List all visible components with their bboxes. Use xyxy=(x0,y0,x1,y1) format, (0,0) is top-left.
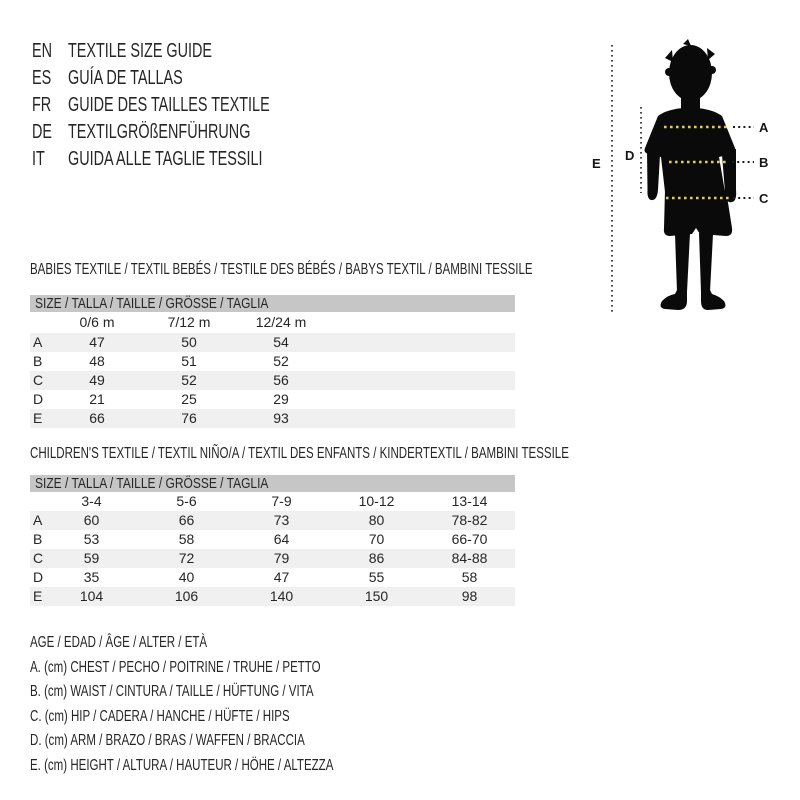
row-label-cell: A xyxy=(30,333,51,352)
table-column-header-row xyxy=(30,312,515,333)
table-cell: 59 xyxy=(44,549,139,568)
table-cell: 55 xyxy=(368,569,385,585)
legend-line-hip: C. (cm) HIP / CADERA / HANCHE / HÜFTE / HIPS xyxy=(30,707,290,725)
legend-line-waist: B. (cm) WAIST / CINTURA / TAILLE / HÜFTUNG / VITA xyxy=(30,683,314,700)
legend-line-chest: A. (cm) CHEST / PECHO / POITRINE / TRUHE / PETTO xyxy=(30,658,321,676)
table-cell xyxy=(327,371,515,390)
legend-line-height: E. (cm) HEIGHT / ALTURA / HAUTEUR / HÖHE / ALTEZZA xyxy=(30,756,334,774)
babies-size-header-bar: SIZE / TALLA / TAILLE / GRÖSSE / TAGLIA xyxy=(30,295,515,312)
language-row-de xyxy=(32,119,348,146)
measure-label-c: C xyxy=(759,191,769,206)
language-code: DE xyxy=(32,121,53,143)
table-cell xyxy=(327,333,515,352)
table-cell: 106 xyxy=(139,587,234,606)
row-label-cell: E xyxy=(30,587,44,606)
table-cell: 72 xyxy=(139,549,234,568)
table-row xyxy=(30,352,515,371)
language-list xyxy=(32,38,348,173)
language-code: IT xyxy=(32,148,45,170)
column-header-cell: 0/6 m xyxy=(79,314,115,330)
legend-line-arm: D. (cm) ARM / BRAZO / BRAS / WAFFEN / BRACCIA xyxy=(30,732,305,749)
column-header-cell: 7-9 xyxy=(271,493,292,509)
table-row xyxy=(30,333,515,352)
language-code: EN xyxy=(32,40,53,62)
measurement-legend xyxy=(30,631,451,778)
table-cell: 150 xyxy=(329,587,424,606)
table-row xyxy=(30,390,515,409)
language-title: TEXTILE SIZE GUIDE xyxy=(68,40,213,62)
table-row xyxy=(30,409,515,428)
table-cell: 54 xyxy=(235,333,327,352)
row-label-cell: D xyxy=(33,391,44,407)
table-cell xyxy=(327,390,515,409)
column-header-cell: 10-12 xyxy=(358,493,395,509)
language-row-fr xyxy=(32,92,348,119)
row-label-cell: C xyxy=(30,549,44,568)
legend-line-age: AGE / EDAD / ÂGE / ALTER / ETÀ xyxy=(30,634,208,651)
table-row xyxy=(30,568,515,587)
table-cell: 98 xyxy=(424,587,515,606)
measure-label-a: A xyxy=(759,120,769,135)
table-cell: 66 xyxy=(139,511,234,530)
row-label-cell: B xyxy=(33,353,43,369)
table-cell xyxy=(30,492,44,511)
table-cell: 60 xyxy=(44,511,139,530)
language-row-es xyxy=(32,65,348,92)
language-row-it xyxy=(32,146,348,173)
language-code: ES xyxy=(32,67,52,89)
children-size-table xyxy=(30,492,515,606)
table-cell: 53 xyxy=(83,531,100,547)
table-cell: 86 xyxy=(329,549,424,568)
table-cell: 80 xyxy=(329,511,424,530)
language-title: GUÍA DE TALLAS xyxy=(68,67,183,89)
measure-label-d: D xyxy=(625,148,635,163)
language-title: GUIDE DES TAILLES TEXTILE xyxy=(68,94,270,116)
table-cell: 66 xyxy=(51,409,143,428)
table-row xyxy=(30,371,515,390)
table-column-header-row xyxy=(30,492,515,511)
table-cell: 58 xyxy=(461,569,478,585)
table-cell: 79 xyxy=(234,549,329,568)
table-cell: 84-88 xyxy=(424,549,515,568)
table-cell xyxy=(327,409,515,428)
table-cell: 58 xyxy=(178,531,195,547)
table-cell xyxy=(30,312,51,333)
language-row-en xyxy=(32,38,348,65)
table-cell: 52 xyxy=(273,353,289,369)
table-cell: 56 xyxy=(235,371,327,390)
measure-label-b: B xyxy=(759,155,769,170)
column-header-cell: 5-6 xyxy=(176,493,197,509)
table-cell: 48 xyxy=(89,353,105,369)
table-cell: 93 xyxy=(235,409,327,428)
table-row xyxy=(30,530,515,549)
row-label-cell: D xyxy=(33,569,44,585)
children-size-header-bar: SIZE / TALLA / TAILLE / GRÖSSE / TAGLIA xyxy=(30,475,515,492)
column-header-cell: 3-4 xyxy=(81,493,102,509)
table-cell xyxy=(327,352,515,371)
row-label-cell: A xyxy=(30,511,44,530)
children-section-heading: CHILDREN'S TEXTILE / TEXTIL NIÑO/A / TEXTIL DES ENFANTS / KINDERTEXTIL / BAMBINI TESSILE xyxy=(30,445,569,462)
table-row xyxy=(30,549,515,568)
table-cell: 50 xyxy=(143,333,235,352)
table-cell: 25 xyxy=(181,391,197,407)
table-cell xyxy=(327,312,515,333)
table-cell: 64 xyxy=(273,531,290,547)
table-cell: 104 xyxy=(44,587,139,606)
table-cell: 47 xyxy=(273,569,290,585)
table-cell: 29 xyxy=(273,391,289,407)
measure-label-e: E xyxy=(592,156,601,171)
table-cell: 47 xyxy=(51,333,143,352)
table-cell: 35 xyxy=(83,569,100,585)
column-header-cell: 13-14 xyxy=(451,493,488,509)
table-cell: 73 xyxy=(234,511,329,530)
table-cell: 51 xyxy=(181,353,197,369)
table-row xyxy=(30,511,515,530)
babies-size-table xyxy=(30,312,515,428)
language-code: FR xyxy=(32,94,52,116)
language-title: TEXTILGRÖßENFÜHRUNG xyxy=(68,121,251,143)
row-label-cell: E xyxy=(30,409,51,428)
table-cell: 21 xyxy=(89,391,105,407)
babies-section-heading: BABIES TEXTILE / TEXTIL BEBÉS / TESTILE DES BÉBÉS / BABYS TEXTIL / BAMBINI TESSILE xyxy=(30,261,533,278)
language-title: GUIDA ALLE TAGLIE TESSILI xyxy=(68,148,263,170)
table-cell: 140 xyxy=(234,587,329,606)
table-cell: 66-70 xyxy=(451,531,488,547)
row-label-cell: C xyxy=(30,371,51,390)
table-cell: 40 xyxy=(178,569,195,585)
table-cell: 78-82 xyxy=(424,511,515,530)
table-row xyxy=(30,587,515,606)
table-cell: 76 xyxy=(143,409,235,428)
row-label-cell: B xyxy=(33,531,43,547)
table-cell: 70 xyxy=(368,531,385,547)
column-header-cell: 12/24 m xyxy=(255,314,307,330)
column-header-cell: 7/12 m xyxy=(167,314,211,330)
table-cell: 49 xyxy=(51,371,143,390)
table-cell: 52 xyxy=(143,371,235,390)
